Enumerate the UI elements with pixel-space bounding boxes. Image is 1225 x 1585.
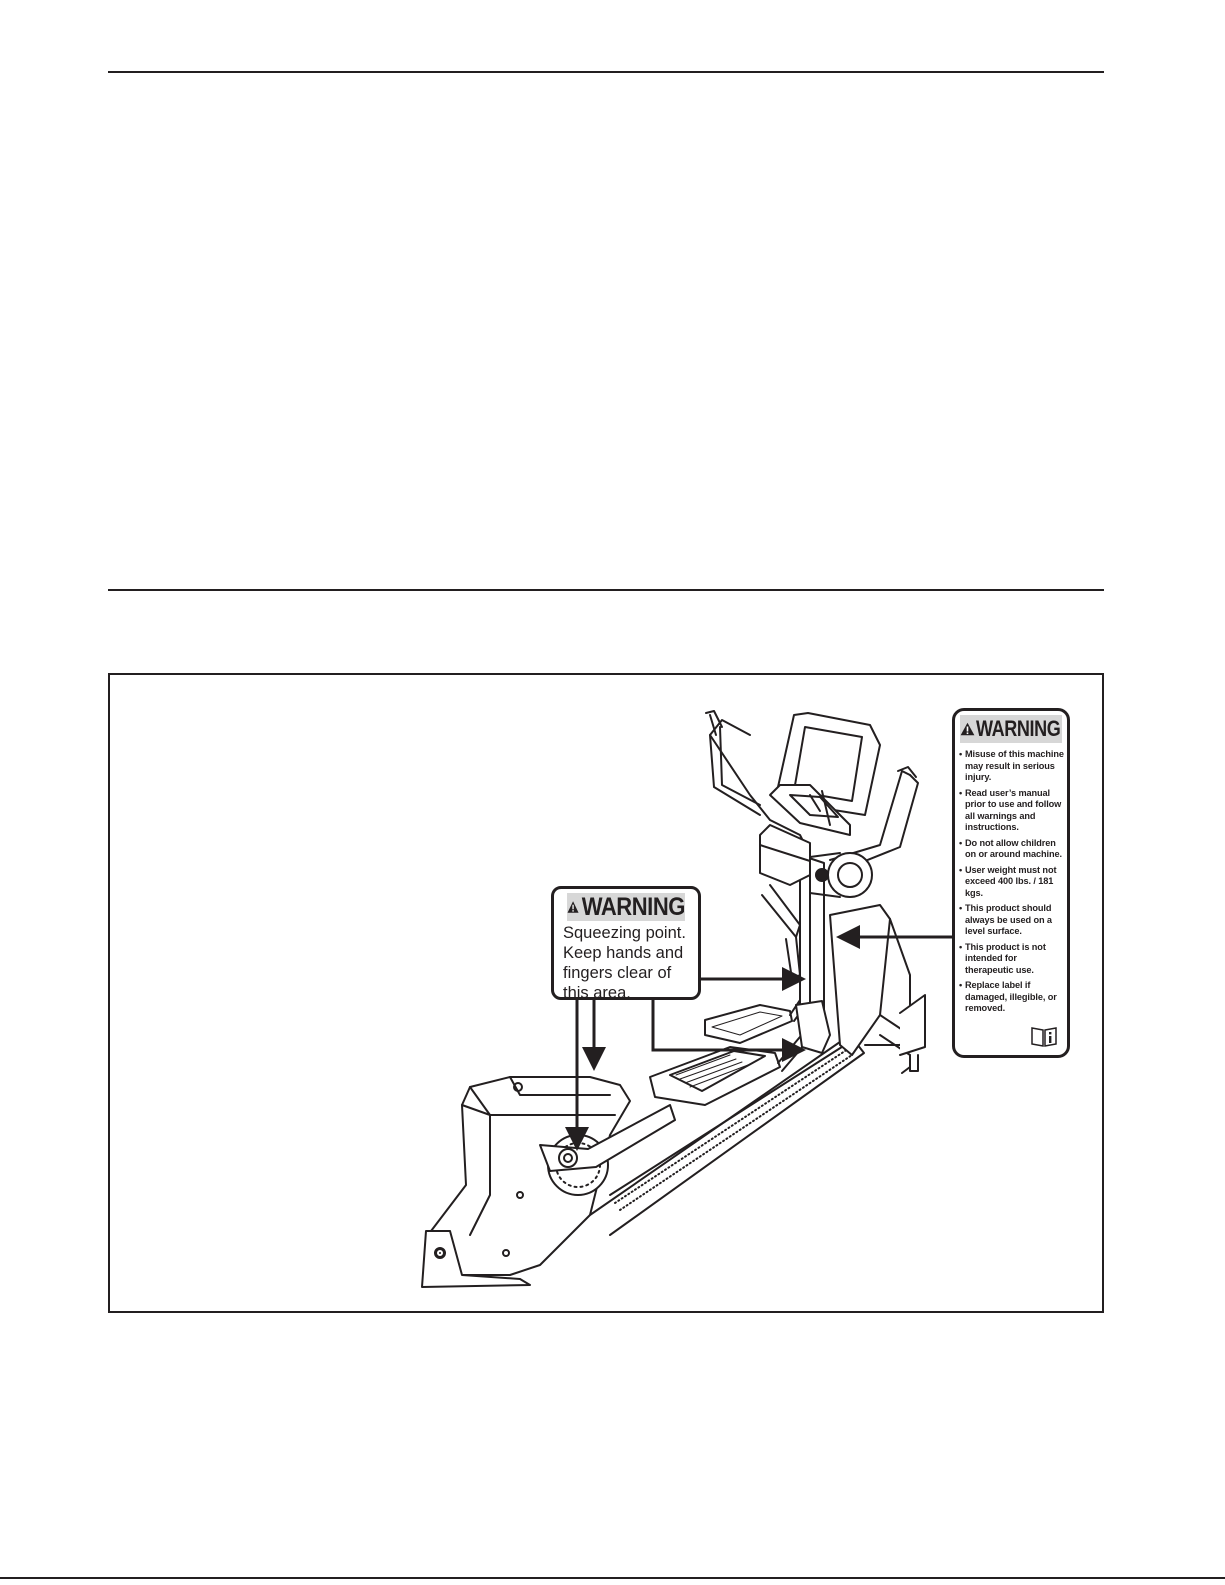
warning-item: • Read user’s manual prior to use and follow all warnings and instructions. xyxy=(959,788,1067,834)
general-warning-label xyxy=(952,708,1070,1058)
warning-item: • This product should always be used on a level surface. xyxy=(959,903,1067,938)
warning-triangle-icon xyxy=(960,719,975,739)
bottom-divider xyxy=(0,1577,1225,1579)
warning-item: • Misuse of this machine may result in serious injury. xyxy=(959,749,1067,784)
warning-label-figure xyxy=(108,673,1104,1313)
small-label-line: Squeezing point. xyxy=(563,924,686,942)
middle-divider xyxy=(108,589,1104,591)
top-divider xyxy=(108,71,1104,73)
warning-list xyxy=(959,749,1067,1015)
small-label-text xyxy=(563,923,690,1003)
warning-triangle-icon xyxy=(567,896,579,918)
squeezing-point-warning-label xyxy=(551,886,701,1000)
small-label-title: WARNING xyxy=(581,892,685,921)
small-label-line: Keep hands and xyxy=(563,944,684,962)
warning-item: • This product is not intended for therapeutic use. xyxy=(959,942,1067,977)
warning-item: • Do not allow children on or around machine. xyxy=(959,838,1067,861)
large-label-header xyxy=(960,715,1062,743)
warning-item: • User weight must not exceed 400 lbs. / 181 kgs. xyxy=(959,865,1067,900)
large-label-title: WARNING xyxy=(976,716,1061,741)
manual-info-icon xyxy=(1031,1025,1057,1047)
small-label-header xyxy=(567,893,685,921)
small-label-line: this area. xyxy=(563,984,631,1002)
small-label-line: fingers clear of xyxy=(563,964,672,982)
warning-item: • Replace label if damaged, illegible, or removed. xyxy=(959,980,1067,1015)
